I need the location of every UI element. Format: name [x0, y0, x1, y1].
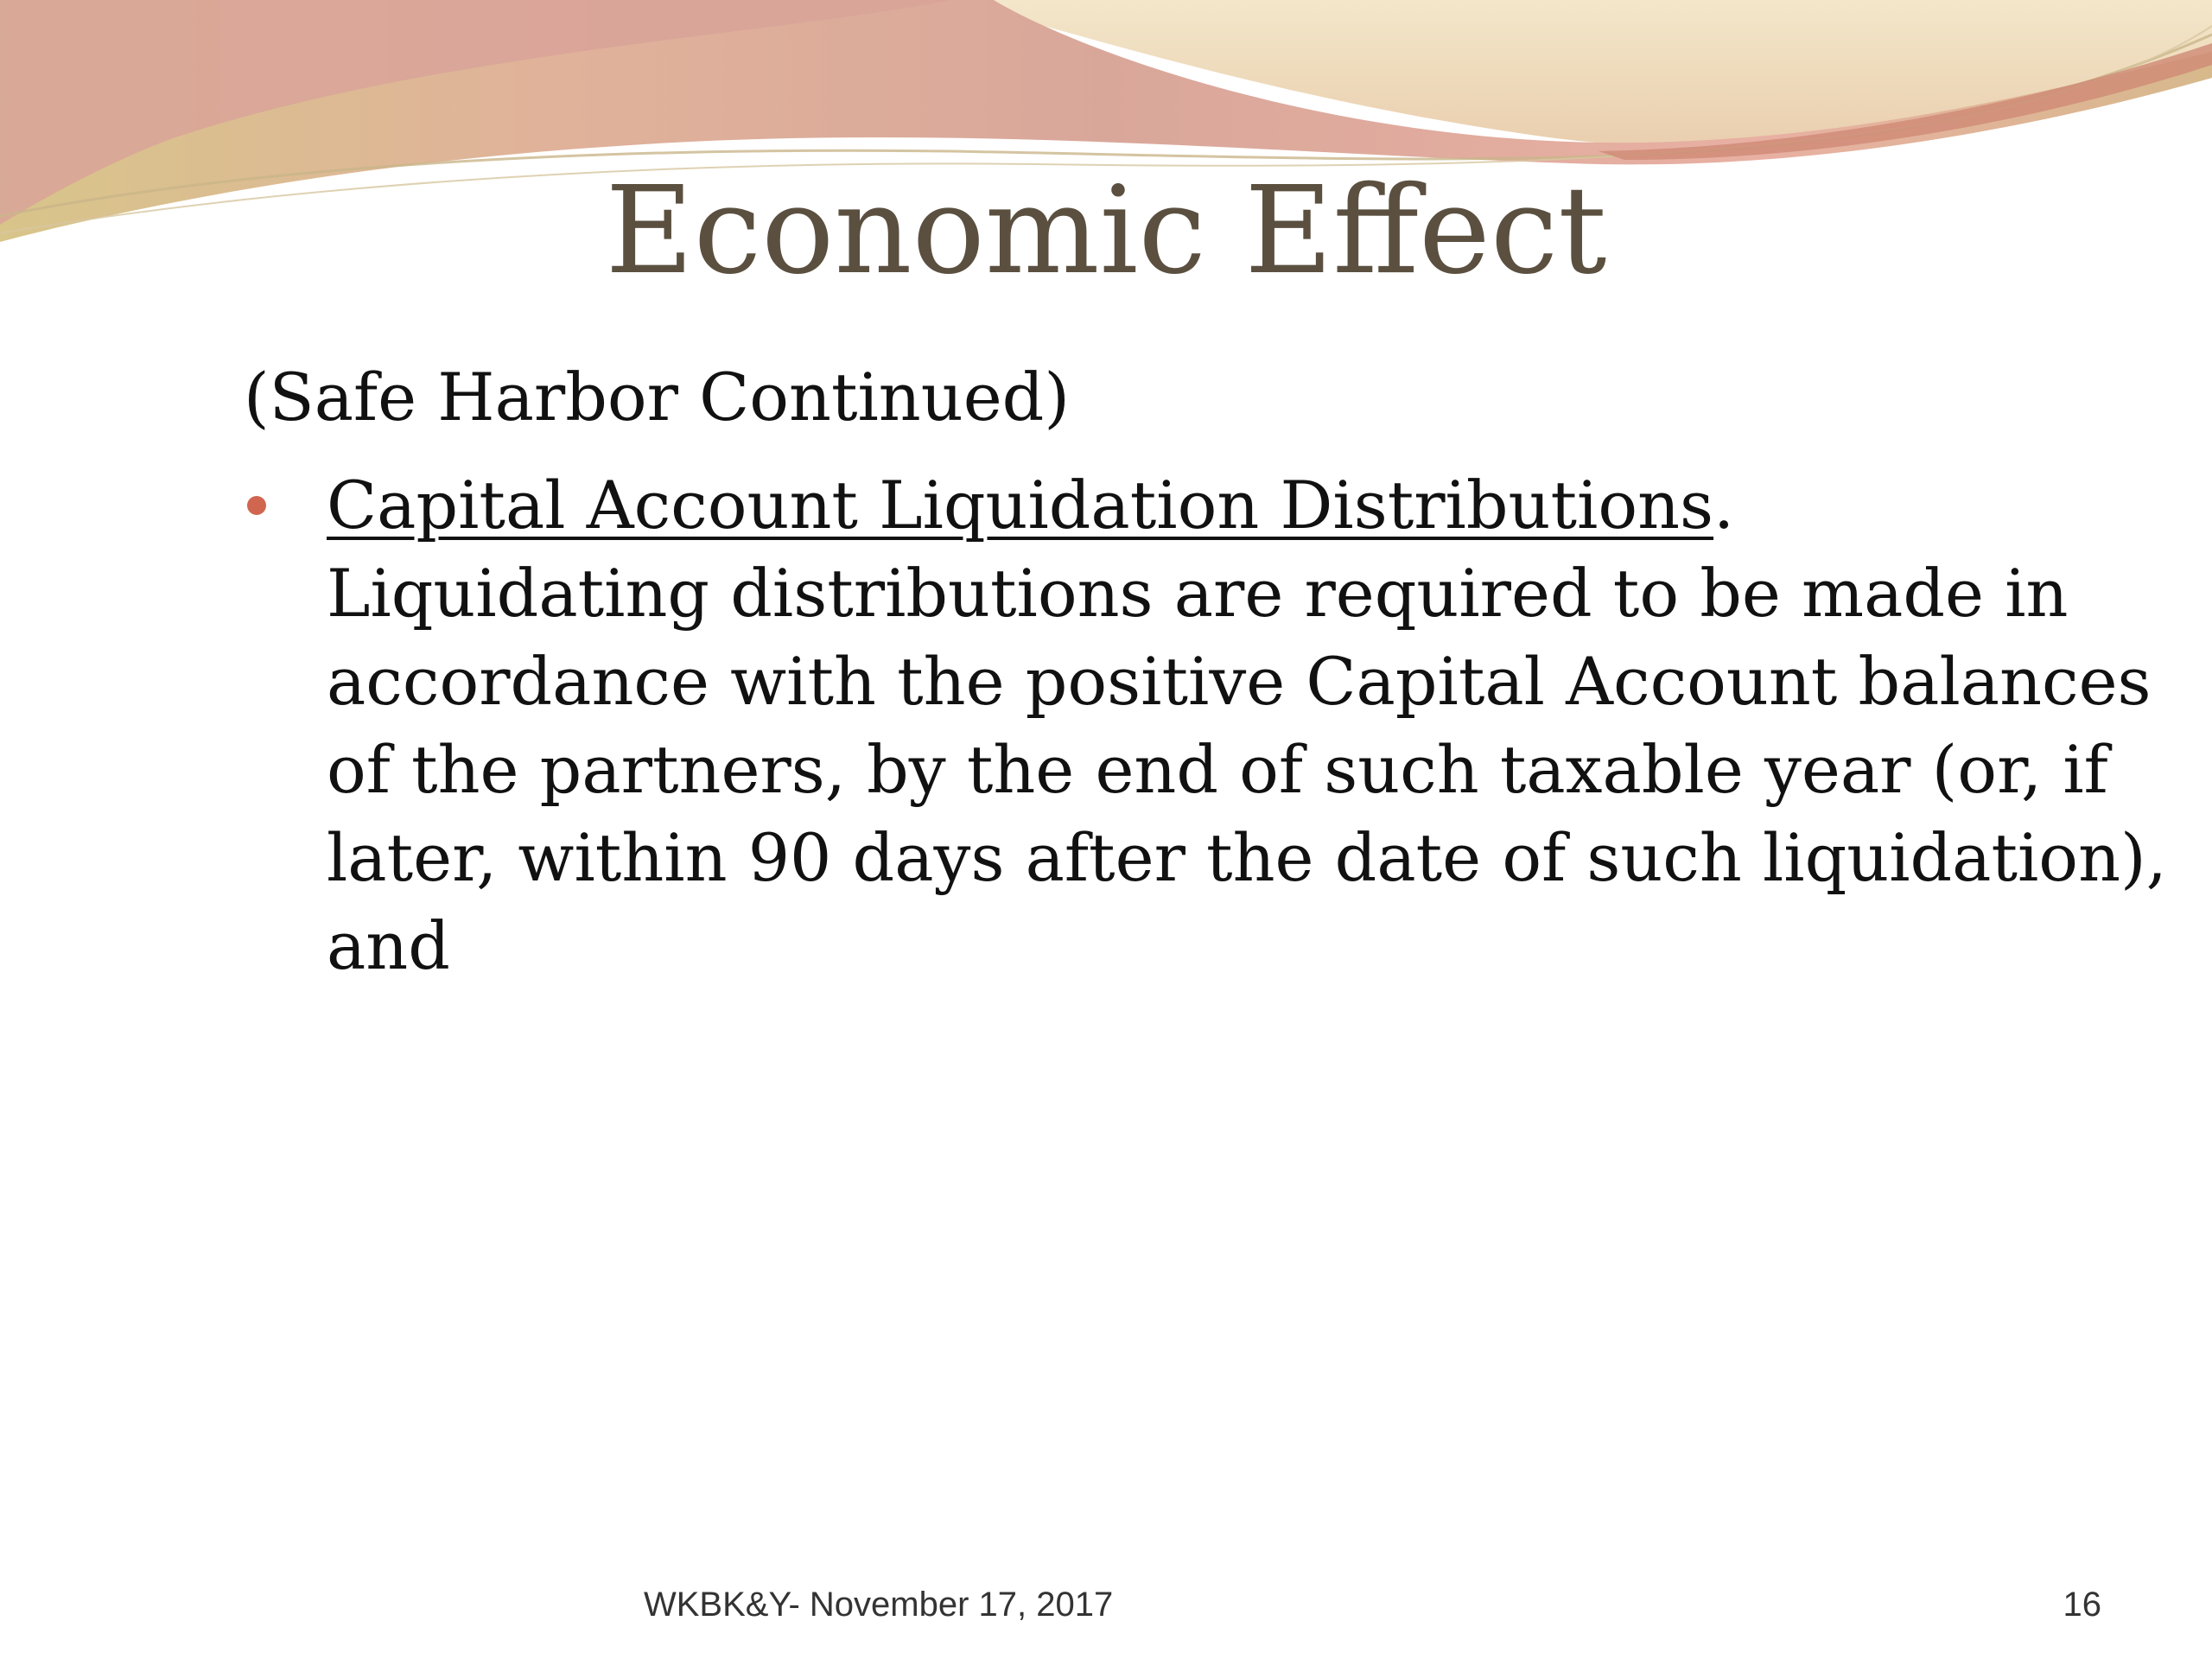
bullet-text-line: Liquidating distributions are required to be made in: [327, 555, 2069, 632]
bullet-text-line: accordance with the positive Capital Account balances: [327, 643, 2152, 720]
bullet-item: [327, 461, 2167, 990]
slide-title: Economic Effect: [605, 161, 1607, 302]
bullet-text-line: and: [327, 907, 450, 984]
bullet-text-line: later, within 90 days after the date of such liquidation),: [327, 819, 2167, 896]
slide-footer: WKBK&Y- November 17, 2017: [644, 1586, 1114, 1624]
slide-subtitle: (Safe Harbor Continued): [244, 359, 1070, 435]
bullet-heading-suffix: .: [1713, 467, 1735, 543]
bullet-heading-line: [327, 461, 2089, 550]
bullet-text-line: of the partners, by the end of such taxable year (or, if: [327, 731, 2108, 808]
bullet-heading: Capital Account Liquidation Distributions: [327, 467, 1714, 543]
page-number: 16: [2063, 1586, 2101, 1624]
bullet-dot-icon: [247, 496, 266, 515]
